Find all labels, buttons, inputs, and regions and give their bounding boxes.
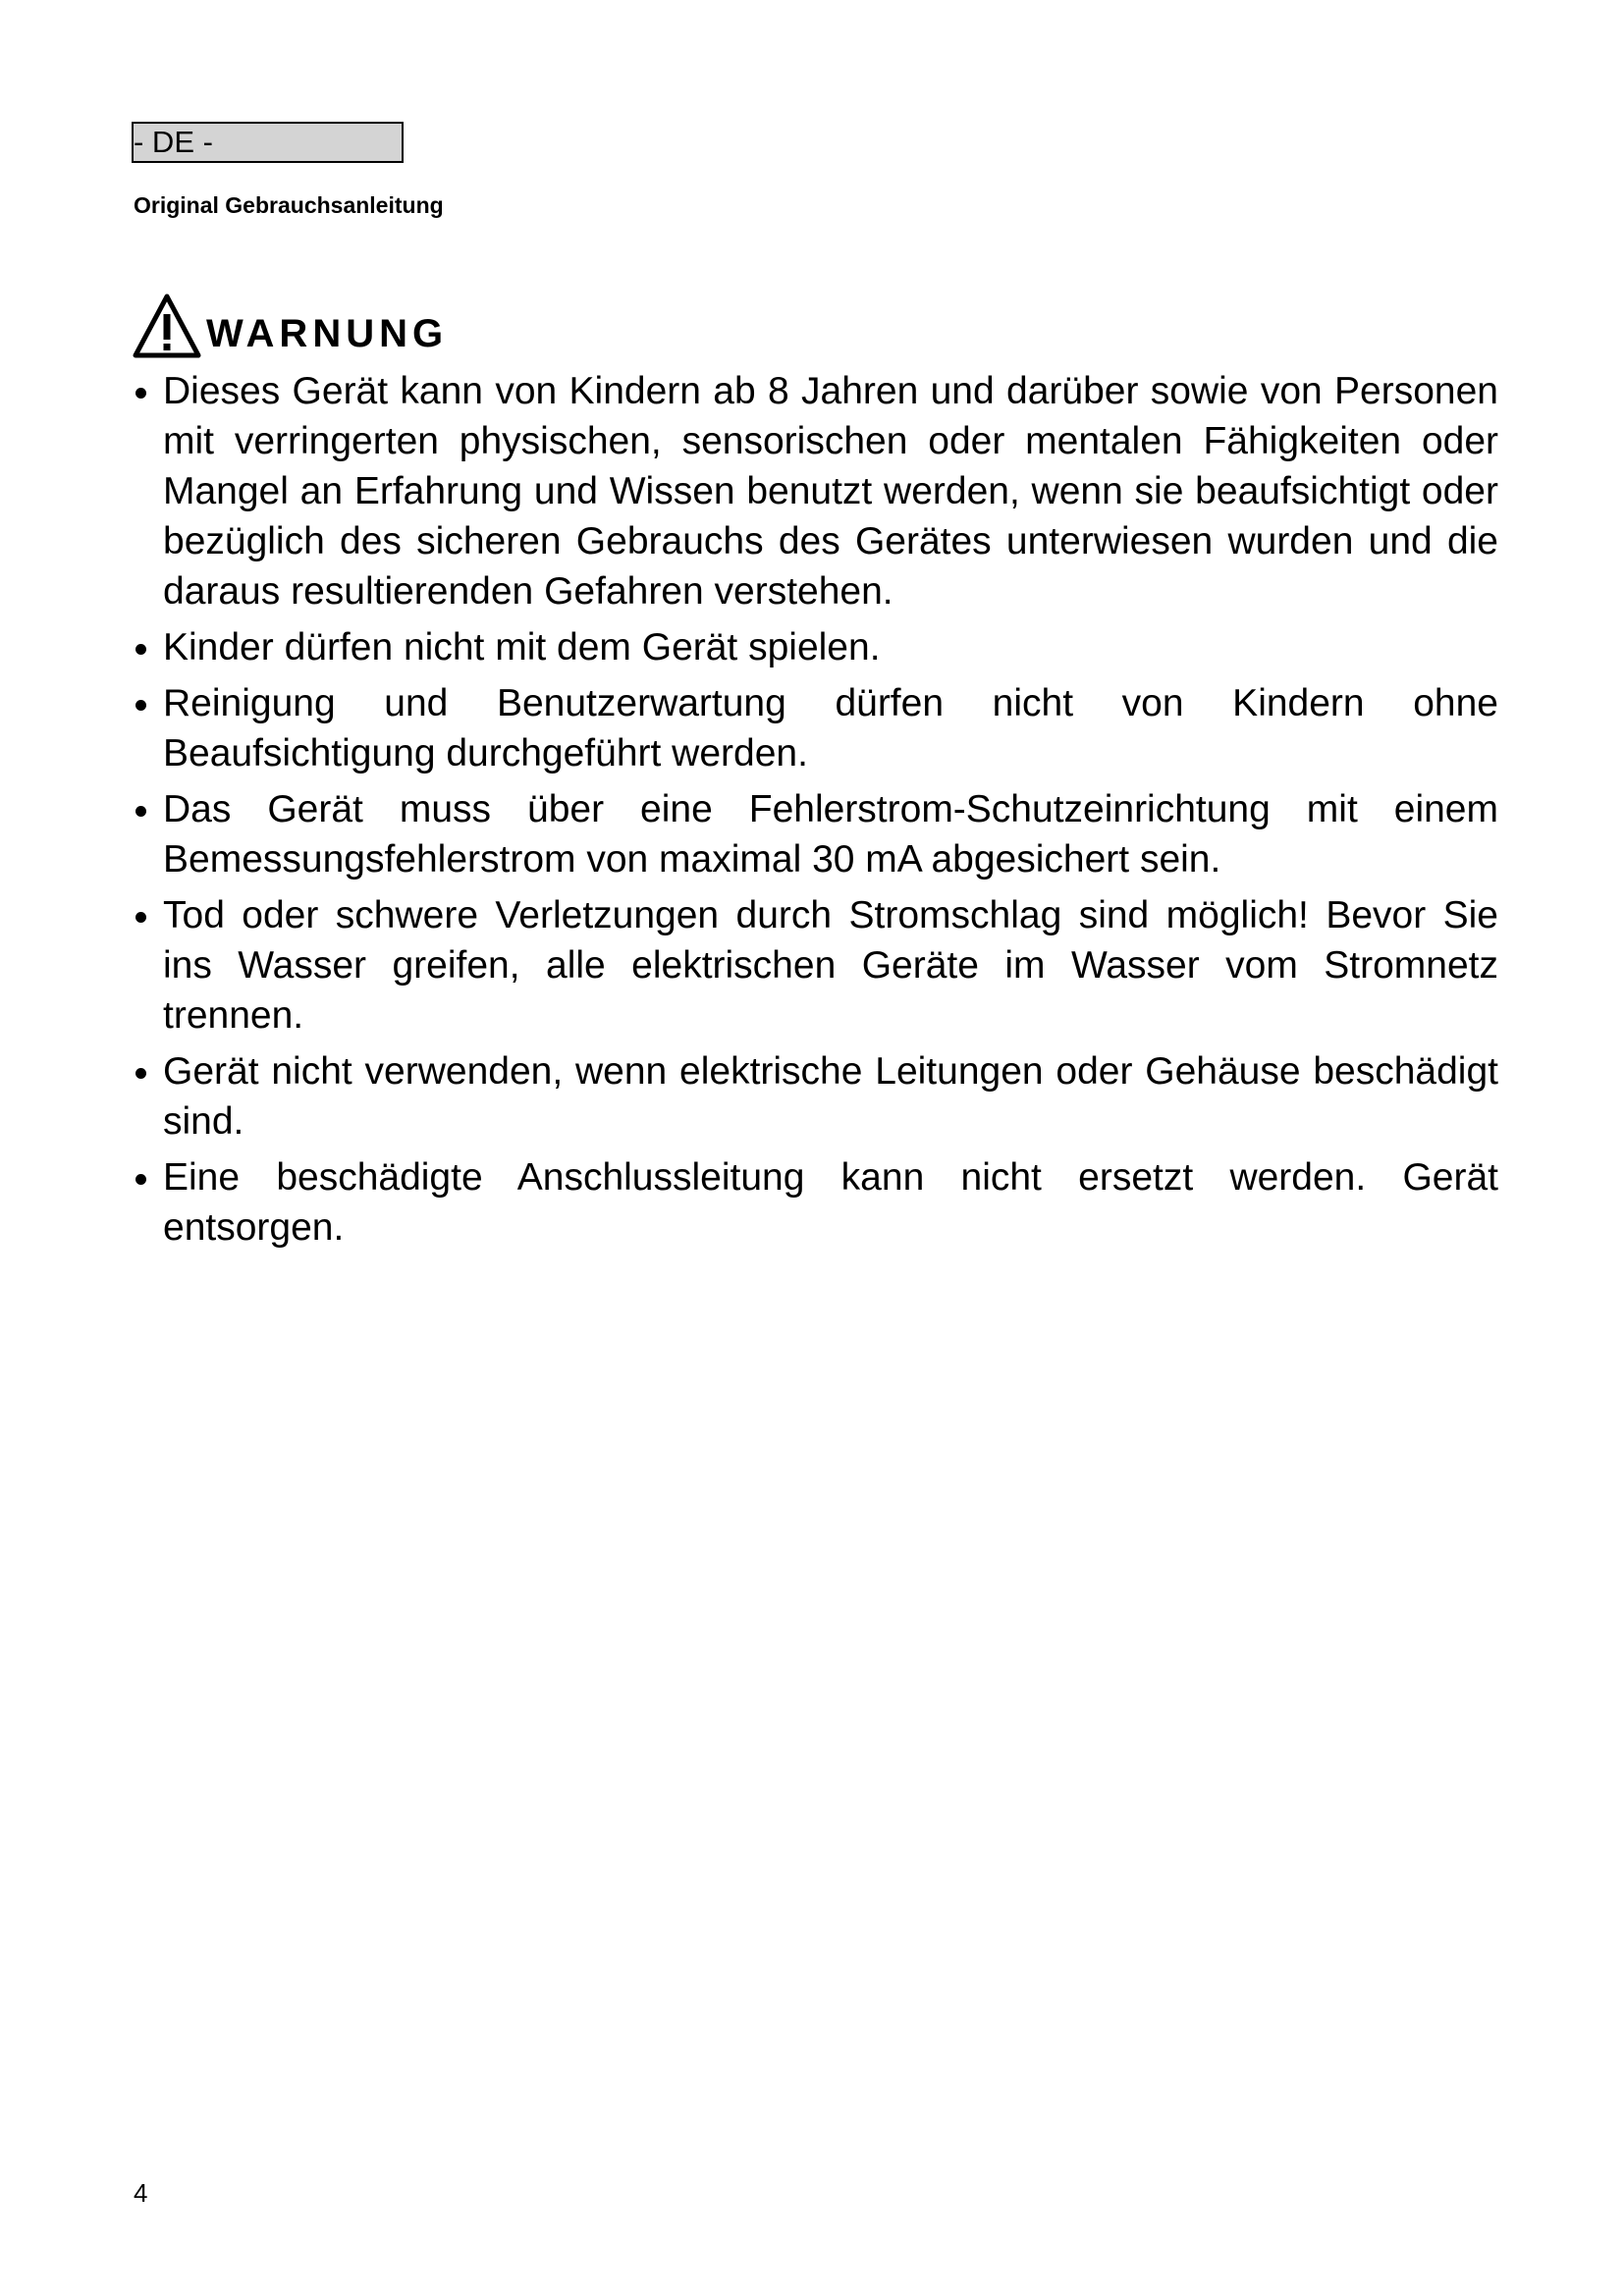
bullet-icon xyxy=(135,1174,146,1185)
document-subtitle: Original Gebrauchsanleitung xyxy=(134,192,444,218)
warning-item-text: Tod oder schwere Verletzungen durch Stromschlag sind möglich! Bevor Sie ins Wasser greifen, alle elektrischen Geräte im Wasser vom Stromnetz trennen. xyxy=(163,894,1498,1037)
warning-item-text: Gerät nicht verwenden, wenn elektrische Leitungen oder Gehäuse beschädigt sind. xyxy=(163,1050,1498,1143)
warning-list xyxy=(132,366,1498,1258)
warning-heading xyxy=(132,281,448,359)
warning-item-text: Kinder dürfen nicht mit dem Gerät spielen. xyxy=(163,626,881,668)
warning-item xyxy=(132,1152,1498,1253)
warning-item-text: Dieses Gerät kann von Kindern ab 8 Jahren und darüber sowie von Personen mit verringerten physischen, sensorischen oder mentalen Fähigkeiten oder Mangel an Erfahrung und Wissen benutzt werden, wenn sie beaufsichtigt oder bezüglich des sicheren Gebrauchs des Gerätes unterwiesen wurden und die daraus resultierenden Gefahren verstehen. xyxy=(163,370,1498,613)
warning-item-text: Eine beschädigte Anschlussleitung kann nicht ersetzt werden. Gerät entsorgen. xyxy=(163,1156,1498,1249)
page-number: 4 xyxy=(134,2178,148,2208)
warning-item xyxy=(132,622,1498,672)
warning-item xyxy=(132,1046,1498,1147)
bullet-icon xyxy=(135,644,146,655)
bullet-icon xyxy=(135,700,146,711)
warning-item-text: Das Gerät muss über eine Fehlerstrom-Schutzeinrichtung mit einem Bemessungsfehlerstrom von maximal 30 mA abgesichert sein. xyxy=(163,788,1498,881)
bullet-icon xyxy=(135,806,146,817)
bullet-icon xyxy=(135,1068,146,1079)
bullet-icon xyxy=(135,912,146,923)
warning-item xyxy=(132,366,1498,616)
bullet-icon xyxy=(135,388,146,399)
language-tag: - DE - xyxy=(132,122,404,163)
warning-item xyxy=(132,890,1498,1041)
warning-triangle-icon xyxy=(132,293,202,359)
warning-item-text: Reinigung und Benutzerwartung dürfen nicht von Kindern ohne Beaufsichtigung durchgeführt werden. xyxy=(163,682,1498,774)
warning-item xyxy=(132,678,1498,778)
warning-title: WARNUNG xyxy=(206,312,449,355)
warning-item xyxy=(132,784,1498,884)
